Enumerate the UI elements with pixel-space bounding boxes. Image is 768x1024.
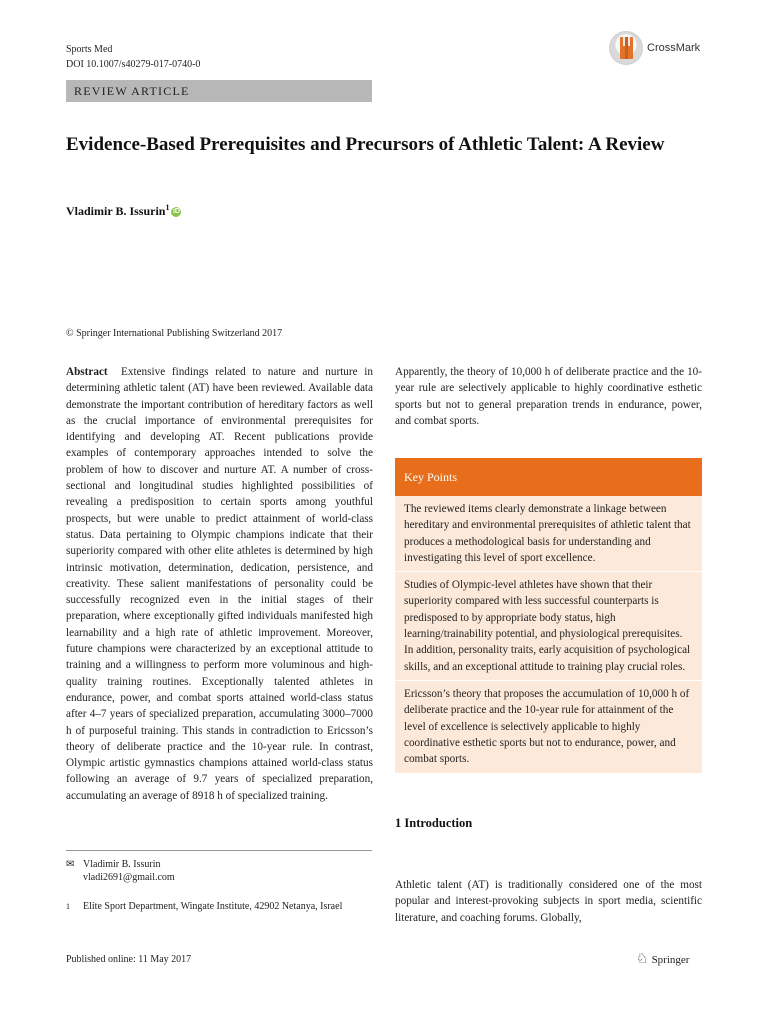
affiliation-footnote [66,900,366,913]
journal-name: Sports Med [66,44,113,55]
article-title: Evidence-Based Prerequisites and Precursors of Athletic Talent: A Review [66,134,665,155]
crossmark-label: CrossMark [647,42,701,54]
key-point-item: Ericsson’s theory that proposes the accumulation of 10,000 h of deliberate practice and the 10-year rule for attainment of the level of excellence is selectively applicable to highly coordinative esthetic sports but not to endurance, power, and combat sports. [404,687,690,766]
key-point-item: Studies of Olympic-level athletes have shown that their superiority compared with less successful counterparts is predisposed to by appropriate body status, high learning/trainability potential, and physiological prerequisites. In addition, personality traits, early acquisition of psychological skills, and an exceptional attitude to training play crucial roles. [395,572,702,681]
publisher-name: Springer [651,953,690,966]
corresponding-author [66,858,175,884]
abstract-column-left [66,364,373,804]
section-heading-introduction: 1 Introduction [395,816,473,830]
author-affil-sup: 1 [165,203,170,212]
abstract-text-right: Apparently, the theory of 10,000 h of deliberate practice and the 10-year rule are selectively applicable to highly coordinative esthetic sports but not to general preparation trends in endurance, power, and combat sports. [395,366,702,427]
contact-email[interactable]: vladi2691@gmail.com [83,872,175,883]
crossmark-badge[interactable] [609,31,700,65]
article-type-banner: REVIEW ARTICLE [66,80,372,102]
published-date: Published online: 11 May 2017 [66,954,192,965]
key-points-heading: Key Points [395,458,702,496]
springer-horse-icon: ♘ [636,952,649,967]
crossmark-icon [609,31,643,65]
footnote-divider [66,850,372,851]
key-point-item: The reviewed items clearly demonstrate a linkage between hereditary and environmental prerequisites of athletic talent that produces a methodological basis for understanding and investigating this level of sport excellence. [395,496,702,572]
publisher-logo [636,951,689,968]
copyright-notice: © Springer International Publishing Switzerland 2017 [66,328,283,339]
key-points-box [395,458,702,773]
author-name[interactable]: Vladimir B. Issurin [66,204,166,218]
envelope-icon: ✉ [66,859,75,870]
introduction-text: Athletic talent (AT) is traditionally considered one of the most popular and interest-provoking subjects in sport media, scientific literature, and coaching forums. Globally, [395,879,702,924]
author-line [66,203,181,219]
contact-name: Vladimir B. Issurin [83,859,161,870]
abstract-text-left: Extensive findings related to nature and nurture in determining athletic talent (AT) have been reviewed. Available data demonstrate the important contribution of hereditary factors as well as the crucial importance of environmental prerequisites for identifying and developing AT. Recent publications provide examples of contemporary approaches intended to solve the problem of how to discover and nurture AT. A number of cross-sectional and longitudinal studies highlighted possibilities of revealing a predisposition to certain sports among youthful prospects, but were unable to predict attainment of world-class status. Data pertaining to Olympic champions indicate that their superiority compared with other elite athletes is determined by high intrinsic motivation, determination, dedication, persistence, and creativity. These salient manifestations of personality could be successfully recognized even in the initial stages of their preparation, where exceptionally gifted individuals manifested high learnability and a high rate of athletic improvement. Moreover, future champions were characterized by an exceptional attitude to training and a willingness to perform more voluminous and high-quality training routines. Exceptionally talented athletes in endurance, power, and combat sports attained world-class status after 4–7 years of specialized preparation, accumulating 3000–7000 h of purposeful training. This stands in contradiction to Ericsson’s theory of deliberate practice and the 10-year rule. In contrast, Olympic artistic gymnastics champions attained world-class status following an average of 9.7 years of specialized preparation, accumulating an average of 8918 h of specialized training. [66,366,373,802]
abstract-label: Abstract [66,366,108,378]
affiliation-text: Elite Sport Department, Wingate Institute, 42902 Netanya, Israel [83,901,343,912]
journal-header [66,42,200,72]
doi[interactable]: DOI 10.1007/s40279-017-0740-0 [66,59,201,70]
orcid-icon[interactable]: iD [172,208,180,216]
affiliation-number: 1 [66,902,70,911]
